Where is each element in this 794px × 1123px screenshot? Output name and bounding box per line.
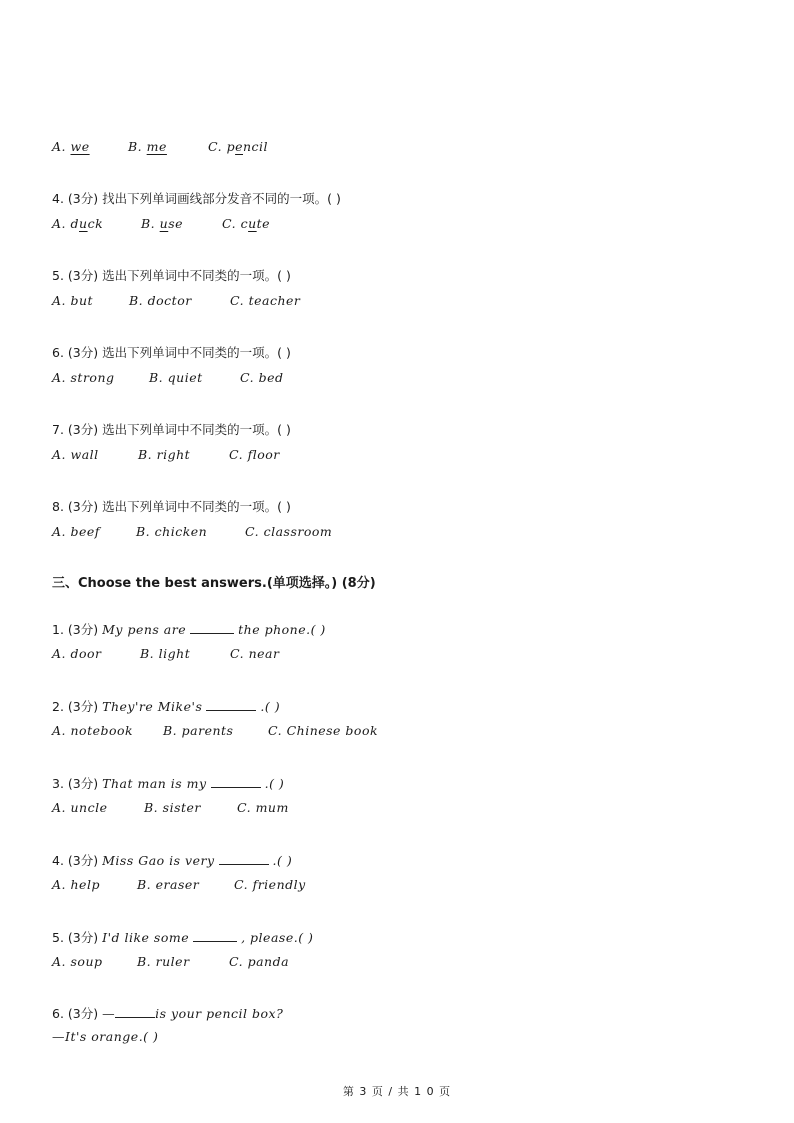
- answer-line: —It's orange.( ): [52, 1029, 159, 1044]
- answer-blank: [211, 775, 261, 788]
- option-a: A. beef: [52, 524, 100, 539]
- question-stem: 1. (3分) My pens are the phone.( ): [52, 622, 326, 637]
- option-b: B. me: [128, 139, 167, 154]
- option-a: A. door: [52, 646, 102, 661]
- option-c: C. classroom: [245, 524, 333, 539]
- option-c: C. panda: [229, 954, 290, 969]
- question-stem: 6. (3分) 选出下列单词中不同类的一项。( ): [52, 345, 291, 360]
- option-b: B. right: [138, 447, 191, 462]
- answer-blank: [219, 852, 269, 865]
- page-number: 第 3 页 / 共 1 0 页: [342, 1085, 452, 1098]
- question-stem: 2. (3分) They're Mike's .( ): [52, 699, 281, 714]
- option-b: B. use: [141, 216, 184, 231]
- option-a: A. but: [52, 293, 94, 308]
- question-stem: 7. (3分) 选出下列单词中不同类的一项。( ): [52, 422, 291, 437]
- option-a: A. wall: [52, 447, 99, 462]
- option-c: C. pencil: [208, 139, 269, 154]
- option-c: C. friendly: [234, 877, 306, 892]
- option-a: A. strong: [52, 370, 115, 385]
- question-stem: 6. (3分) — is your pencil box?: [52, 1006, 284, 1021]
- option-a: A. soup: [52, 954, 103, 969]
- option-b: B. doctor: [129, 293, 192, 308]
- option-b: B. quiet: [149, 370, 203, 385]
- question-stem: 4. (3分) Miss Gao is very .( ): [52, 853, 293, 868]
- option-c: C. mum: [237, 800, 289, 815]
- answer-blank: [190, 621, 234, 634]
- option-c: C. floor: [229, 447, 280, 462]
- option-a: A. notebook: [52, 723, 134, 738]
- answer-blank: [193, 929, 237, 942]
- option-c: C. near: [230, 646, 280, 661]
- option-b: B. parents: [163, 723, 234, 738]
- question-stem: 3. (3分) That man is my .( ): [52, 776, 285, 791]
- question-stem: 8. (3分) 选出下列单词中不同类的一项。( ): [52, 499, 291, 514]
- option-c: C. Chinese book: [268, 723, 379, 738]
- option-c: C. cute: [222, 216, 271, 231]
- question-stem: 5. (3分) 选出下列单词中不同类的一项。( ): [52, 268, 291, 283]
- question-stem: 4. (3分) 找出下列单词画线部分发音不同的一项。( ): [52, 191, 341, 206]
- answer-blank: [206, 698, 256, 711]
- option-c: C. bed: [240, 370, 284, 385]
- option-b: B. sister: [144, 800, 201, 815]
- option-b: B. ruler: [137, 954, 190, 969]
- option-a: A. help: [52, 877, 100, 892]
- option-b: B. chicken: [136, 524, 208, 539]
- option-a: A. duck: [52, 216, 104, 231]
- option-b: B. light: [140, 646, 191, 661]
- question-stem: 5. (3分) I'd like some , please.( ): [52, 930, 314, 945]
- answer-blank: [115, 1005, 155, 1018]
- section-heading: 三、Choose the best answers.(单项选择。) (8分): [52, 576, 376, 591]
- option-b: B. eraser: [137, 877, 200, 892]
- option-a: A. uncle: [52, 800, 108, 815]
- option-a: A. we: [52, 139, 90, 154]
- option-c: C. teacher: [230, 293, 301, 308]
